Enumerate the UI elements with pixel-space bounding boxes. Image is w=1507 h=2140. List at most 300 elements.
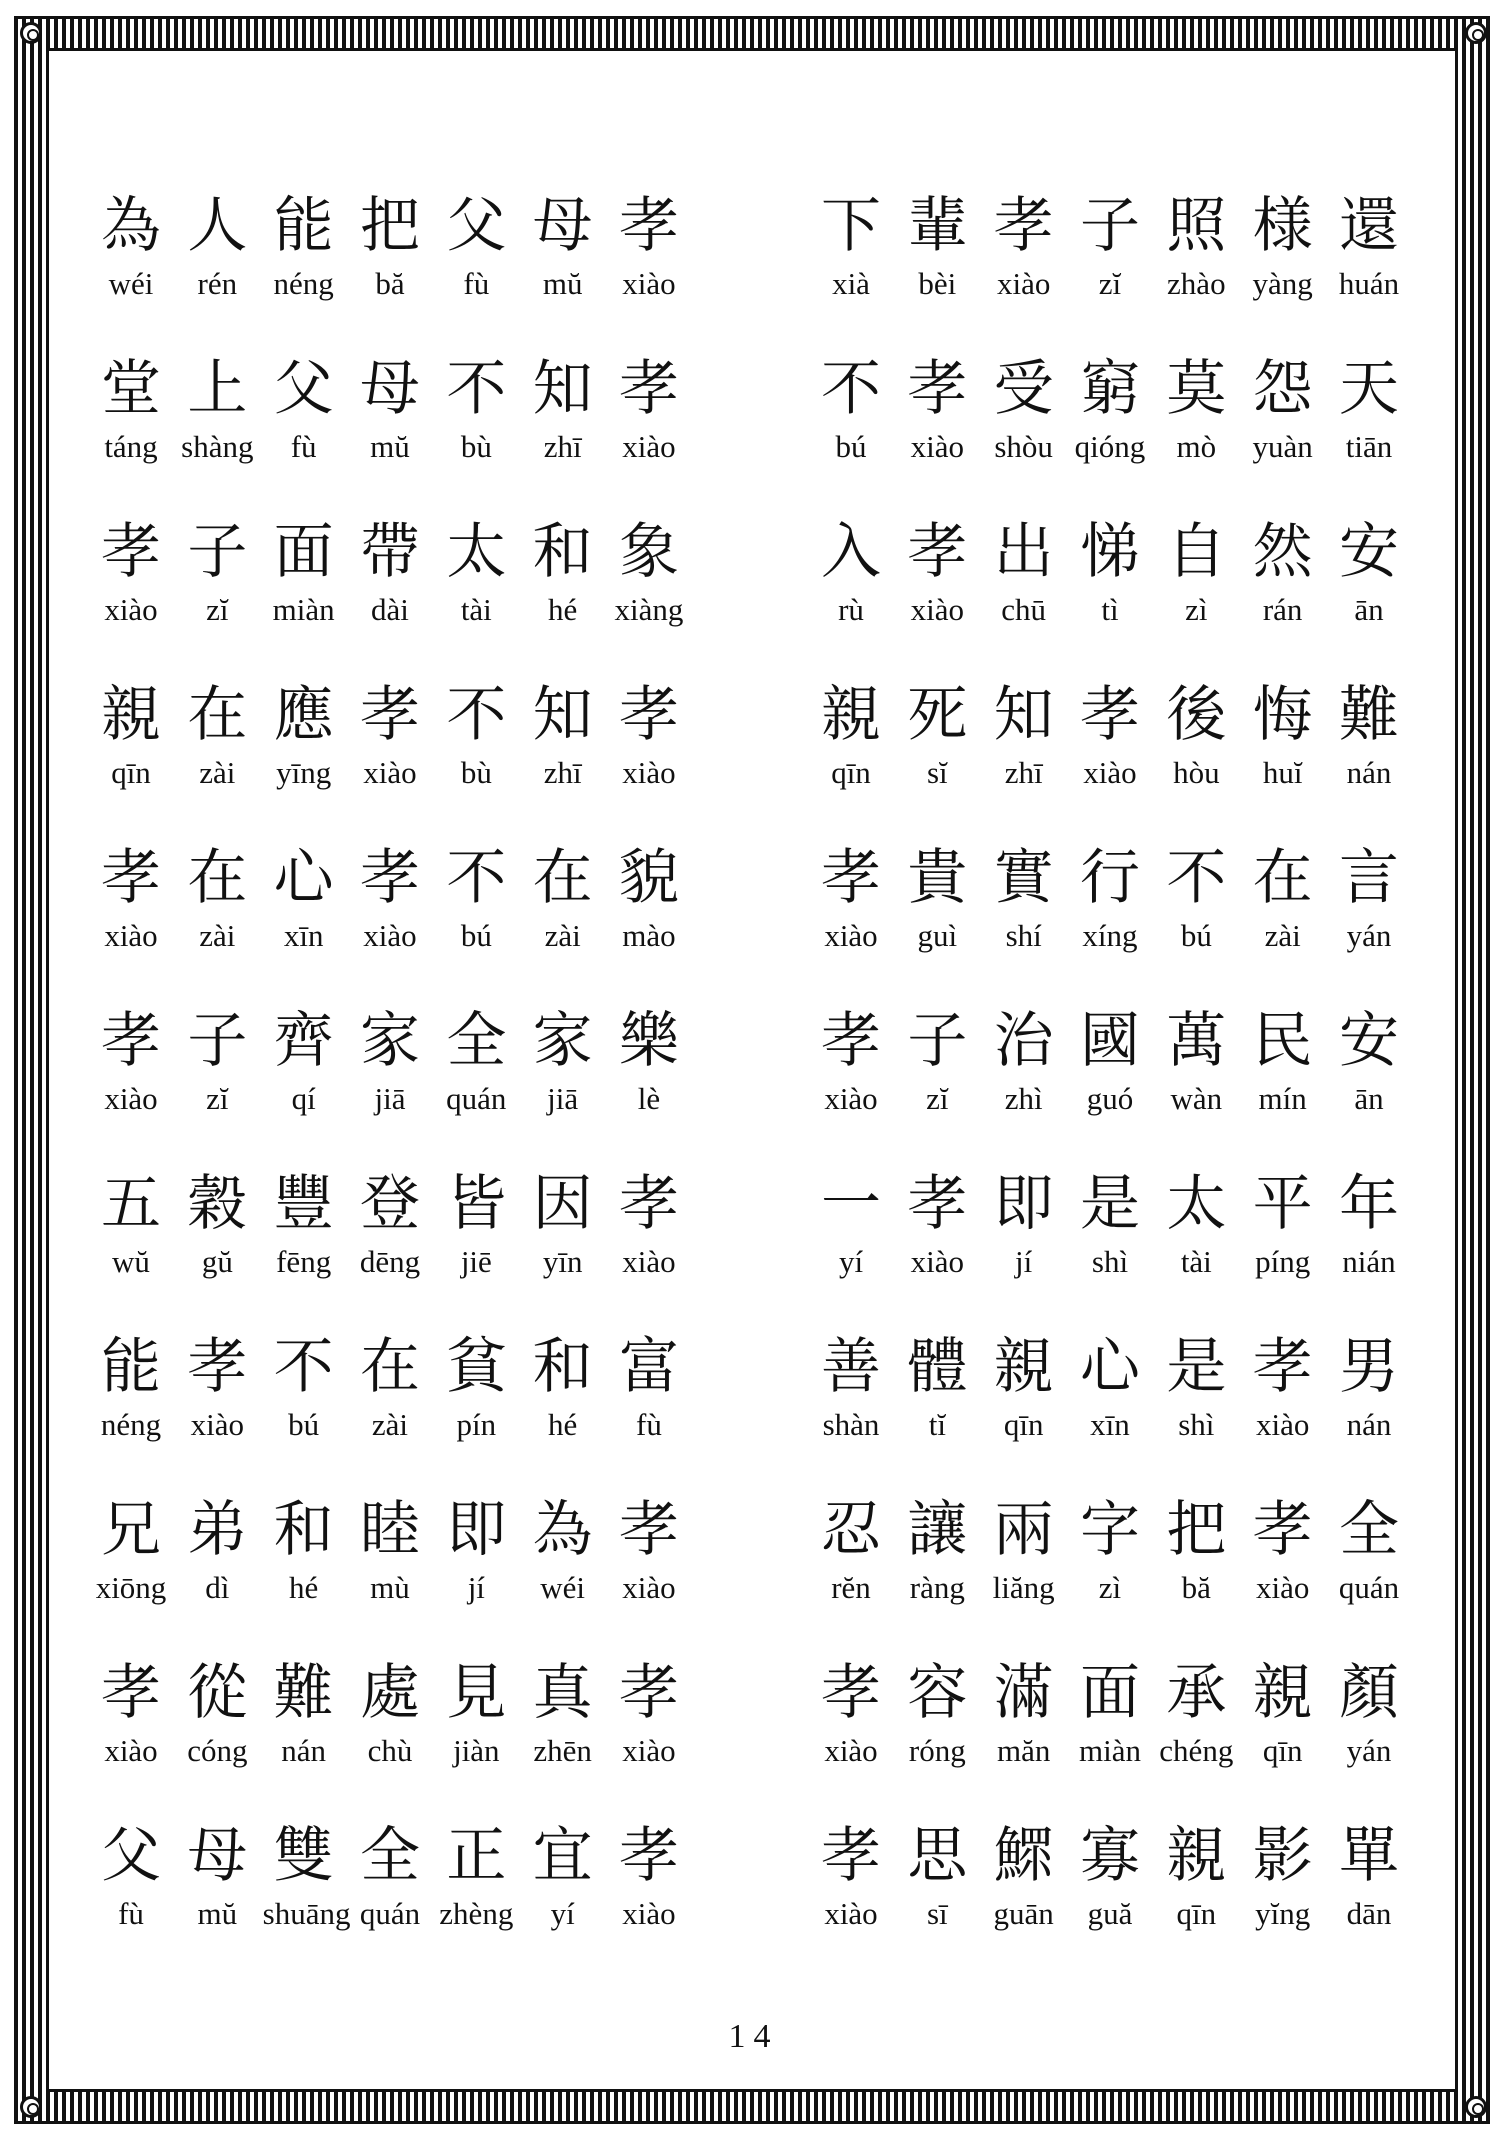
- hanzi-character: 不: [446, 843, 507, 913]
- pinyin-syllable: mŭ: [542, 266, 583, 301]
- pinyin-syllable: quán: [446, 1081, 507, 1116]
- pinyin-line: [810, 427, 1410, 467]
- hanzi-character: 孝: [101, 1006, 161, 1076]
- pinyin-syllable: quán: [359, 1896, 421, 1931]
- pinyin-syllable: tài: [460, 592, 492, 627]
- pinyin-syllable: xiàng: [614, 592, 684, 627]
- pinyin-syllable: bú: [1180, 918, 1212, 953]
- pinyin-syllable: zài: [199, 918, 236, 953]
- pinyin-syllable: rù: [838, 592, 864, 627]
- hanzi-character: 民: [1252, 1006, 1313, 1076]
- pinyin-syllable: qióng: [1074, 429, 1146, 464]
- pinyin-syllable: yàng: [1252, 266, 1313, 301]
- hanzi-character: 容: [907, 1658, 968, 1728]
- hanzi-line: [90, 1494, 690, 1566]
- hanzi-character: 知: [532, 680, 593, 750]
- hanzi-character: 孝: [618, 1821, 679, 1891]
- pinyin-syllable: shì: [1178, 1407, 1215, 1442]
- hanzi-character: 豐: [273, 1169, 334, 1239]
- pinyin-syllable: hòu: [1173, 755, 1220, 790]
- hanzi-character: 孝: [101, 1658, 161, 1728]
- pinyin-syllable: xiào: [910, 1244, 965, 1279]
- pinyin-syllable: xiào: [622, 1570, 676, 1605]
- pinyin-syllable: mŭ: [197, 1896, 238, 1931]
- pinyin-line: [810, 1405, 1410, 1445]
- pinyin-syllable: chù: [367, 1733, 413, 1768]
- pinyin-syllable: shuāng: [262, 1896, 351, 1931]
- hanzi-character: 難: [273, 1658, 334, 1728]
- pinyin-syllable: zhēn: [533, 1733, 592, 1768]
- pinyin-syllable: xiào: [824, 1896, 878, 1931]
- pinyin-syllable: mŭ: [370, 429, 410, 464]
- hanzi-character: 弟: [187, 1495, 248, 1565]
- pinyin-syllable: măn: [996, 1733, 1051, 1768]
- hanzi-character: 上: [187, 354, 248, 424]
- pinyin-line: [810, 1079, 1410, 1119]
- pinyin-syllable: huán: [1338, 266, 1400, 301]
- pinyin-syllable: yí: [838, 1244, 864, 1279]
- pinyin-syllable: zĭ: [1098, 266, 1122, 301]
- pinyin-syllable: yīn: [542, 1244, 583, 1279]
- hanzi-character: 在: [1252, 843, 1313, 913]
- hanzi-character: 即: [446, 1495, 507, 1565]
- verse-row: [90, 1005, 1410, 1168]
- pinyin-syllable: bù: [460, 755, 492, 790]
- hanzi-character: 思: [907, 1821, 968, 1891]
- verse-line-right: [810, 1657, 1410, 1820]
- hanzi-character: 樂: [618, 1006, 679, 1076]
- hanzi-character: 貧: [446, 1332, 507, 1402]
- hanzi-character: 因: [532, 1169, 593, 1239]
- verse-row: [90, 353, 1410, 516]
- pinyin-syllable: guă: [1087, 1896, 1133, 1931]
- pinyin-syllable: miàn: [1078, 1733, 1141, 1768]
- pinyin-syllable: lè: [637, 1081, 661, 1116]
- hanzi-line: [90, 1820, 690, 1892]
- hanzi-character: 様: [1252, 191, 1313, 261]
- pinyin-line: [90, 753, 690, 793]
- verse-row: [90, 1168, 1410, 1331]
- pinyin-syllable: tĭ: [928, 1407, 946, 1442]
- hanzi-character: 母: [187, 1821, 248, 1891]
- hanzi-character: 後: [1166, 680, 1227, 750]
- hanzi-character: 即: [993, 1169, 1054, 1239]
- pinyin-syllable: xiào: [363, 918, 417, 953]
- hanzi-character: 單: [1338, 1821, 1399, 1891]
- verse-line-left: [90, 1005, 690, 1168]
- pinyin-syllable: dài: [371, 592, 409, 627]
- pinyin-syllable: guì: [917, 918, 958, 953]
- hanzi-line: [90, 1657, 690, 1729]
- hanzi-line: [90, 353, 690, 425]
- verse-line-right: [810, 1168, 1410, 1331]
- pinyin-syllable: jiàn: [453, 1733, 500, 1768]
- pinyin-syllable: xiào: [622, 266, 676, 301]
- pinyin-syllable: qīn: [1003, 1407, 1044, 1442]
- hanzi-character: 孝: [618, 1658, 679, 1728]
- hanzi-character: 悌: [1079, 517, 1140, 587]
- verse-line-right: [810, 679, 1410, 842]
- hanzi-character: 行: [1079, 843, 1140, 913]
- pinyin-syllable: xiào: [104, 918, 158, 953]
- pinyin-syllable: zhī: [543, 429, 582, 464]
- hanzi-character: 子: [907, 1006, 968, 1076]
- pinyin-syllable: zĭ: [206, 1081, 229, 1116]
- pinyin-syllable: zài: [544, 918, 581, 953]
- pinyin-syllable: zĭ: [206, 592, 229, 627]
- hanzi-character: 富: [618, 1332, 679, 1402]
- verse-line-left: [90, 1168, 690, 1331]
- hanzi-line: [810, 1168, 1410, 1240]
- pinyin-syllable: jiē: [460, 1244, 492, 1279]
- hanzi-character: 實: [993, 843, 1054, 913]
- hanzi-character: 和: [532, 517, 593, 587]
- pinyin-line: [810, 1568, 1410, 1608]
- hanzi-character: 孝: [618, 354, 679, 424]
- pinyin-syllable: wéi: [108, 266, 154, 301]
- pinyin-syllable: dēng: [359, 1244, 421, 1279]
- pinyin-syllable: xiào: [824, 918, 878, 953]
- corner-ornament-icon: [20, 22, 42, 44]
- pinyin-syllable: hé: [289, 1570, 319, 1605]
- hanzi-character: 貌: [618, 843, 679, 913]
- hanzi-character: 孝: [821, 1006, 881, 1076]
- hanzi-character: 窮: [1079, 354, 1140, 424]
- hanzi-character: 太: [1166, 1169, 1227, 1239]
- pinyin-syllable: qí: [291, 1081, 316, 1116]
- verse-line-right: [810, 516, 1410, 679]
- pinyin-syllable: xiào: [622, 429, 676, 464]
- hanzi-character: 兩: [993, 1495, 1054, 1565]
- corner-ornament-icon: [1465, 2096, 1487, 2118]
- hanzi-line: [90, 842, 690, 914]
- pinyin-syllable: rĕn: [831, 1570, 871, 1605]
- pinyin-syllable: xiōng: [95, 1570, 167, 1605]
- hanzi-character: 悔: [1252, 680, 1313, 750]
- hanzi-character: 輩: [907, 191, 968, 261]
- pinyin-syllable: xīn: [1090, 1407, 1130, 1442]
- hanzi-character: 怨: [1252, 354, 1313, 424]
- verse-row: [90, 516, 1410, 679]
- pinyin-syllable: dì: [205, 1570, 230, 1605]
- pinyin-syllable: bă: [1181, 1570, 1211, 1605]
- pinyin-line: [810, 1242, 1410, 1282]
- hanzi-character: 治: [993, 1006, 1054, 1076]
- pinyin-syllable: xià: [832, 266, 870, 301]
- pinyin-syllable: hé: [548, 1407, 578, 1442]
- hanzi-line: [90, 1331, 690, 1403]
- hanzi-character: 皆: [446, 1169, 507, 1239]
- pinyin-syllable: bă: [375, 266, 405, 301]
- pinyin-line: [810, 753, 1410, 793]
- hanzi-character: 五: [101, 1169, 161, 1239]
- pinyin-syllable: yán: [1346, 918, 1392, 953]
- verse-line-left: [90, 679, 690, 842]
- pinyin-syllable: xiào: [104, 1081, 158, 1116]
- hanzi-line: [90, 679, 690, 751]
- verse-line-left: [90, 1331, 690, 1494]
- hanzi-character: 安: [1338, 1006, 1399, 1076]
- hanzi-character: 家: [359, 1006, 420, 1076]
- hanzi-character: 孝: [821, 843, 881, 913]
- hanzi-line: [810, 353, 1410, 425]
- verse-list: [90, 190, 1410, 1983]
- hanzi-character: 入: [821, 517, 881, 587]
- pinyin-syllable: yuàn: [1252, 429, 1313, 464]
- pinyin-syllable: yĭng: [1255, 1896, 1311, 1931]
- pinyin-syllable: sī: [926, 1896, 948, 1931]
- hanzi-line: [810, 1005, 1410, 1077]
- pinyin-syllable: ràng: [909, 1570, 965, 1605]
- hanzi-character: 母: [359, 354, 420, 424]
- verse-line-left: [90, 1820, 690, 1983]
- hanzi-character: 在: [532, 843, 593, 913]
- hanzi-character: 子: [1079, 191, 1140, 261]
- hanzi-character: 莫: [1166, 354, 1227, 424]
- hanzi-character: 能: [273, 191, 334, 261]
- page-number: 14: [728, 2018, 779, 2055]
- verse-row: [90, 1331, 1410, 1494]
- hanzi-character: 親: [1166, 1821, 1227, 1891]
- hanzi-character: 心: [1079, 1332, 1140, 1402]
- corner-ornament-icon: [1465, 22, 1487, 44]
- pinyin-syllable: mù: [370, 1570, 410, 1605]
- pinyin-syllable: tiān: [1345, 429, 1393, 464]
- pinyin-syllable: jí: [467, 1570, 485, 1605]
- hanzi-character: 親: [101, 680, 161, 750]
- hanzi-character: 死: [907, 680, 968, 750]
- hanzi-character: 國: [1079, 1006, 1140, 1076]
- hanzi-character: 堂: [101, 354, 161, 424]
- hanzi-character: 受: [993, 354, 1054, 424]
- hanzi-character: 鰥: [993, 1821, 1054, 1891]
- hanzi-character: 和: [532, 1332, 593, 1402]
- hanzi-character: 父: [273, 354, 334, 424]
- hanzi-character: 心: [273, 843, 334, 913]
- pinyin-syllable: rán: [1262, 592, 1303, 627]
- hanzi-character: 和: [273, 1495, 334, 1565]
- hanzi-character: 宜: [532, 1821, 593, 1891]
- hanzi-line: [90, 1005, 690, 1077]
- hanzi-character: 孝: [821, 1658, 881, 1728]
- verse-row: [90, 190, 1410, 353]
- hanzi-character: 還: [1338, 191, 1399, 261]
- pinyin-syllable: wéi: [540, 1570, 586, 1605]
- corner-ornament-icon: [20, 2096, 42, 2118]
- pinyin-syllable: pín: [456, 1407, 497, 1442]
- hanzi-character: 孝: [618, 1495, 679, 1565]
- pinyin-syllable: xiào: [622, 1244, 676, 1279]
- pinyin-syllable: yīng: [276, 755, 332, 790]
- pinyin-syllable: nán: [281, 1733, 327, 1768]
- pinyin-syllable: nián: [1342, 1244, 1396, 1279]
- hanzi-character: 親: [821, 680, 881, 750]
- pinyin-syllable: xíng: [1082, 918, 1138, 953]
- hanzi-character: 孝: [187, 1332, 248, 1402]
- hanzi-character: 知: [993, 680, 1054, 750]
- hanzi-line: [810, 516, 1410, 588]
- hanzi-character: 從: [187, 1658, 248, 1728]
- hanzi-character: 在: [187, 843, 248, 913]
- hanzi-character: 不: [446, 680, 507, 750]
- pinyin-syllable: hé: [548, 592, 578, 627]
- verse-line-left: [90, 353, 690, 516]
- pinyin-syllable: shì: [1091, 1244, 1129, 1279]
- pinyin-line: [90, 1731, 690, 1771]
- pinyin-syllable: zĭ: [926, 1081, 949, 1116]
- hanzi-character: 父: [101, 1821, 161, 1891]
- pinyin-line: [90, 1568, 690, 1608]
- pinyin-syllable: fù: [118, 1896, 144, 1931]
- hanzi-character: 正: [446, 1821, 507, 1891]
- hanzi-character: 難: [1338, 680, 1399, 750]
- hanzi-character: 然: [1252, 517, 1313, 587]
- verse-line-left: [90, 1657, 690, 1820]
- pinyin-syllable: fù: [463, 266, 490, 301]
- pinyin-syllable: wàn: [1170, 1081, 1223, 1116]
- hanzi-character: 兄: [101, 1495, 161, 1565]
- hanzi-line: [810, 190, 1410, 262]
- pinyin-syllable: yán: [1346, 1733, 1392, 1768]
- pinyin-syllable: táng: [104, 429, 158, 464]
- verse-line-right: [810, 353, 1410, 516]
- hanzi-character: 在: [359, 1332, 420, 1402]
- hanzi-character: 出: [993, 517, 1054, 587]
- pinyin-syllable: mò: [1176, 429, 1217, 464]
- pinyin-syllable: bú: [460, 918, 492, 953]
- hanzi-character: 不: [273, 1332, 334, 1402]
- pinyin-syllable: xiào: [824, 1733, 878, 1768]
- pinyin-syllable: rén: [197, 266, 238, 301]
- hanzi-character: 下: [821, 191, 881, 261]
- hanzi-character: 齊: [273, 1006, 334, 1076]
- hanzi-character: 全: [1338, 1495, 1399, 1565]
- pinyin-syllable: ān: [1354, 592, 1384, 627]
- hanzi-character: 母: [532, 191, 593, 261]
- hanzi-character: 面: [1079, 1658, 1140, 1728]
- pinyin-syllable: xiào: [996, 266, 1051, 301]
- pinyin-syllable: shàn: [822, 1407, 880, 1442]
- hanzi-character: 滿: [993, 1658, 1054, 1728]
- hanzi-character: 見: [446, 1658, 507, 1728]
- hanzi-character: 照: [1166, 191, 1227, 261]
- pinyin-syllable: chū: [1001, 592, 1047, 627]
- hanzi-character: 在: [187, 680, 248, 750]
- hanzi-character: 孝: [1079, 680, 1140, 750]
- verse-row: [90, 1657, 1410, 1820]
- hanzi-line: [810, 679, 1410, 751]
- hanzi-character: 體: [907, 1332, 968, 1402]
- hanzi-character: 不: [446, 354, 507, 424]
- pinyin-syllable: fù: [636, 1407, 662, 1442]
- pinyin-syllable: xiào: [910, 592, 965, 627]
- pinyin-syllable: xiào: [104, 592, 158, 627]
- pinyin-line: [90, 264, 690, 304]
- pinyin-syllable: xiào: [622, 1733, 676, 1768]
- pinyin-syllable: tài: [1180, 1244, 1212, 1279]
- pinyin-syllable: nán: [1346, 1407, 1392, 1442]
- verse-row: [90, 842, 1410, 1005]
- pinyin-syllable: zhì: [1004, 1081, 1043, 1116]
- pinyin-syllable: xiào: [1083, 755, 1137, 790]
- hanzi-character: 雙: [273, 1821, 334, 1891]
- hanzi-character: 孝: [618, 680, 679, 750]
- pinyin-syllable: sĭ: [926, 755, 948, 790]
- pinyin-syllable: wŭ: [112, 1244, 150, 1279]
- pinyin-syllable: mín: [1258, 1081, 1307, 1116]
- hanzi-character: 顏: [1338, 1658, 1399, 1728]
- pinyin-syllable: mào: [622, 918, 676, 953]
- hanzi-character: 穀: [187, 1169, 248, 1239]
- hanzi-character: 真: [532, 1658, 593, 1728]
- hanzi-character: 影: [1252, 1821, 1313, 1891]
- hanzi-line: [90, 190, 690, 262]
- hanzi-character: 把: [359, 191, 420, 261]
- pinyin-syllable: néng: [273, 266, 334, 301]
- hanzi-character: 把: [1166, 1495, 1227, 1565]
- hanzi-character: 貴: [907, 843, 968, 913]
- hanzi-character: 孝: [821, 1821, 881, 1891]
- pinyin-line: [810, 1731, 1410, 1771]
- hanzi-line: [810, 1657, 1410, 1729]
- pinyin-syllable: jí: [1015, 1244, 1033, 1279]
- hanzi-character: 知: [532, 354, 593, 424]
- pinyin-syllable: xiào: [1255, 1570, 1310, 1605]
- verse-line-left: [90, 516, 690, 679]
- hanzi-character: 男: [1338, 1332, 1399, 1402]
- hanzi-line: [810, 1494, 1410, 1566]
- verse-line-right: [810, 1005, 1410, 1168]
- pinyin-syllable: shòu: [994, 429, 1053, 464]
- verse-line-right: [810, 1331, 1410, 1494]
- pinyin-syllable: shàng: [181, 429, 254, 464]
- pinyin-syllable: dān: [1346, 1896, 1392, 1931]
- hanzi-character: 太: [446, 517, 507, 587]
- hanzi-character: 孝: [907, 1169, 968, 1239]
- pinyin-syllable: néng: [100, 1407, 162, 1442]
- hanzi-character: 年: [1338, 1169, 1399, 1239]
- pinyin-syllable: xiào: [104, 1733, 158, 1768]
- verse-line-left: [90, 1494, 690, 1657]
- pinyin-line: [810, 1894, 1410, 1934]
- hanzi-character: 萬: [1166, 1006, 1227, 1076]
- hanzi-character: 字: [1079, 1495, 1140, 1565]
- hanzi-character: 為: [532, 1495, 593, 1565]
- verse-line-right: [810, 190, 1410, 353]
- pinyin-syllable: zhèng: [439, 1896, 514, 1931]
- hanzi-character: 親: [1252, 1658, 1313, 1728]
- hanzi-character: 讓: [907, 1495, 968, 1565]
- hanzi-character: 子: [187, 1006, 248, 1076]
- hanzi-character: 全: [446, 1006, 507, 1076]
- pinyin-syllable: róng: [908, 1733, 966, 1768]
- hanzi-character: 孝: [101, 517, 161, 587]
- hanzi-character: 孝: [359, 843, 420, 913]
- hanzi-character: 善: [821, 1332, 881, 1402]
- pinyin-syllable: xiào: [190, 1407, 245, 1442]
- pinyin-syllable: xīn: [283, 918, 324, 953]
- hanzi-character: 自: [1166, 517, 1227, 587]
- pinyin-line: [810, 264, 1410, 304]
- hanzi-character: 面: [273, 517, 334, 587]
- pinyin-syllable: bù: [460, 429, 492, 464]
- hanzi-character: 安: [1338, 517, 1399, 587]
- pinyin-syllable: bú: [835, 429, 867, 464]
- pinyin-syllable: quán: [1338, 1570, 1400, 1605]
- hanzi-character: 忍: [821, 1495, 881, 1565]
- pinyin-syllable: guó: [1086, 1081, 1134, 1116]
- hanzi-character: 為: [101, 191, 161, 261]
